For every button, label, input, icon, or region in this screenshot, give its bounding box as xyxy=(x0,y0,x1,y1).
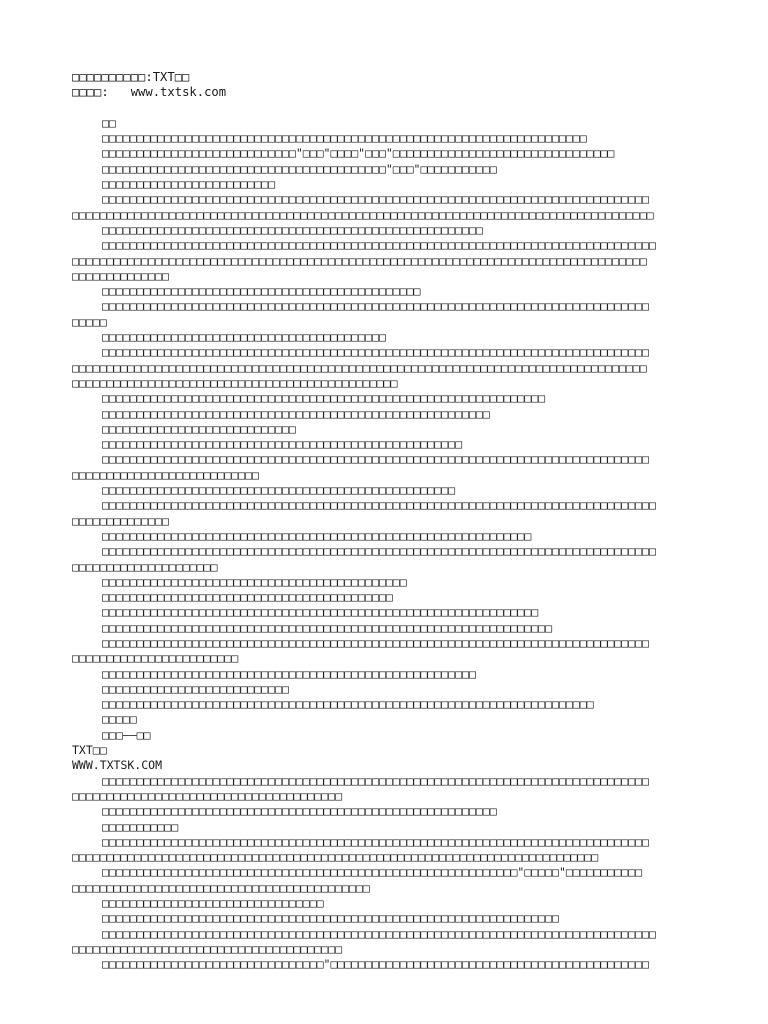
text-line: □□□□□□□□□□□□□□□□□□□□□□□□□□□□□□□□□□□□□□□ xyxy=(72,941,343,956)
text-line: □□ xyxy=(102,115,116,130)
text-line: □□□□□□□□□□□□□□□□□□□□□□□□□□□□□□□□□□□□□□□□□□□□□□ xyxy=(102,284,421,299)
site-label: □□□□: xyxy=(72,85,109,100)
text-line: □□□□□□□□□□□□□□□□□□□□□□□□□□□□"□□□"□□□□"□□□"□□□□□□□□□□□□□□□□□□□□□□□□□□□□□□□□ xyxy=(102,146,615,161)
text-line: □□□□□□□□□□□□□□□□□□□□□□□□□□□□□□□□ xyxy=(102,896,324,911)
text-line: □□□□□□□□□□□□□□□□□□□□□□□□□□□ xyxy=(102,681,289,696)
text-line: WWW.TXTSK.COM xyxy=(72,758,163,773)
blank-line xyxy=(72,101,712,116)
text-line: TXT□□ xyxy=(72,743,107,758)
text-line: □□□□□□□□□□□□□□□□□□□□□□□□□□□□□□□□□□□□□□□□□□□□□□□□□□□□□□□□□□□□□□□□□□□□□□□□□□□□□□□ xyxy=(102,345,649,360)
text-line: □□□□□□□□□□□□□□□□□□□□□□□□□□□□□□□□"□□□□□□□□□□□□□□□□□□□□□□□□□□□□□□□□□□□□□□□□□□□□□□ xyxy=(102,957,649,972)
text-line: □□□□□□□□□□□□□□□□□□□□□□□□□□□□□□□□□□□□□□□□□□□□□□□□□□□□□□□□□□□□□□□□□ xyxy=(102,620,553,635)
text-line: □□□□□□□□□□□□□□□□□□□□□□□□□□□□□□□□□□□□□□□□□□□□□□□□□□□□□□□□□□□□□□□□□□□□□□□□□□□□□□□ xyxy=(102,773,649,788)
text-line: □□□□□□□□□□□□□□□□□□□□□□□□□□□□□□□□□□□□□□□□□□□□□□□□□□□□□□□□□□□□□□□ xyxy=(102,605,539,620)
text-line: □□□——□□ xyxy=(102,727,151,742)
text-line: □□□□□□□□□□□□□□□□□□□□□□□□□□□□□□□□□□□□□□□□□□□□□□□□□□□□□□□□□□□□□□□□□□□□□□□□□□□□□□□□□□□ xyxy=(72,253,647,268)
text-line: □□□□□□□□□□□□□□ xyxy=(72,268,169,283)
text-line: □□□□□□□□□□□□□□□□□□□□□□□□□□□□□□□□□□□□□□□□□□□□□□□□□□□□□□□□□□□□□□□□□□ xyxy=(102,911,559,926)
text-line: □□□□□□□□□□□□□□□□□□□□□□□□□□□□□□□□□□□□□□□□□□□□□□□□□□□□□□□□□□□□□□ xyxy=(102,528,532,543)
text-line: □□□□□□□□□□□□□□□□□□□□□□□□□□□□□□□□□□□□□□□□□□□□□□□□□□□ xyxy=(102,483,456,498)
text-line: □□□□□ xyxy=(102,712,137,727)
text-line: □□□□□□□□□□□ xyxy=(102,819,179,834)
text-line: □□□□□□□□□□□□□□□□□□□□□□□□□□□ xyxy=(72,467,259,482)
text-line: □□□□□□□□□□□□□□□□□□□□□□□□□□□□□□□□□□□□□□□□□□□□□□□□□□□□□□□□□□□□□□□□□□□□□□□□□□□□□□□ xyxy=(102,635,649,650)
text-line: □□□□□□□□□□□□□□□□□□□□□ xyxy=(72,559,218,574)
text-line: □□□□□□□□□□□□□□□□□□□□□□□□□□□□□□□□□□□□□□□□□□□□□□□□□□□□□□□□□□□□□□□□□□□□□□□□□□□□□□□□ xyxy=(102,544,656,559)
text-line: □□□□□□□□□□□□□□□□□□□□□□□□□□□□□□□□□□□□□□□□□□□□□□□□□□□□□□□□□ xyxy=(102,804,497,819)
text-line: □□□□□□□□□□□□□□□□□□□□□□□□□□□□□□□□□□□□□□□□□□□□□□□□□□□□□□□□□□□□□□□□□□□□□□ xyxy=(102,131,587,146)
text-line: □□□□□□□□□□□□□□□□□□□□□□□□□□□□□□□□□□□□□□□□□□□□□□□□□□□□□□□□□□□□□□□□□□□□□□□□□□□□□□□□ xyxy=(102,498,656,513)
text-line: □□□□□□□□□□□□□□□□□□□□□□□□□□□□□□□□□□□□□□□□□□□□□□□□□□□□□□□□□□□□□□□□□□□□□□□□□□□□□□□□□□□□ xyxy=(72,207,654,222)
text-line: □□□□□□□□□□□□□□□□□□□□□□□□□□□□□□□□□□□□□□□□□□□□□□□□□□□□□□□□□□□□□□□□□□□□□□□□□□□□□□□□ xyxy=(102,926,656,941)
text-line: □□□□□□□□□□□□□□□□□□□□□□□□□ xyxy=(102,177,276,192)
document-body xyxy=(72,116,712,973)
text-line: □□□□□□□□□□□□□□□□□□□□□□□□□□□□□□□□□□□□□□□□□□□□□□□□□□□□□□ xyxy=(102,666,476,681)
text-line: □□□□□□□□□□□□□□□□□□□□□□□□□□□□□□□□□□□□□□□□□□□□□□□□□□□□ xyxy=(102,437,463,452)
text-line: □□□□□□□□□□□□□□ xyxy=(72,513,169,528)
text-line: □□□□□□□□□□□□□□□□□□□□□□□□□□□□□□□□□□□□□□□□□□□□□□□□□□□□□□□□□□□□□□□□□□□□□□□□□□□□□□□□ xyxy=(102,238,656,253)
text-line: □□□□□□□□□□□□□□□□□□□□□□□□□□□□□□□□□□□□□□□□□□□□□□□□□□□□□□□□□□□□□□□□□□□□□□□□□□□□□□□ xyxy=(102,192,649,207)
text-line: □□□□□□□□□□□□□□□□□□□□□□□□□□□□ xyxy=(102,421,296,436)
text-line: □□□□□□□□□□□□□□□□□□□□□□□□□□□□□□□□□□□□□□□□□□□□ xyxy=(102,574,407,589)
document-page xyxy=(72,70,712,973)
document-title: □□□□□□□□□□:TXT□□ xyxy=(72,70,190,84)
text-line: □□□□□□□□□□□□□□□□□□□□□□□□□□□□□□□□□□□□□□□□□□□□□□□□□□□□□□□□□□□□□□□□□□□□□□□ xyxy=(102,697,594,712)
text-line: □□□□□□□□□□□□□□□□□□□□□□□□□□□□□□□□□□□□□□□□□□□□□□□ xyxy=(72,375,398,390)
text-line: □□□□□□□□□□□□□□□□□□□□□□□□□□□□□□□□□□□□□□□□□□□ xyxy=(72,880,370,895)
text-line: □□□□□□□□□□□□□□□□□□□□□□□□□□□□□□□□□□□□□□□□□ xyxy=(102,330,386,345)
text-line: □□□□□□□□□□□□□□□□□□□□□□□□□□□□□□□□□□□□□□□□□□□□□□□□□□□□□□□□□□□□"□□□□□"□□□□□□□□□□□ xyxy=(102,865,643,880)
text-line: □□□□□□□□□□□□□□□□□□□□□□□□ xyxy=(72,651,239,666)
text-line: □□□□□□□□□□□□□□□□□□□□□□□□□□□□□□□□□□□□□□□□□"□□□"□□□□□□□□□□□ xyxy=(102,161,497,176)
text-line: □□□□□□□□□□□□□□□□□□□□□□□□□□□□□□□□□□□□□□□□□□ xyxy=(102,590,393,605)
text-line: □□□□□□□□□□□□□□□□□□□□□□□□□□□□□□□□□□□□□□□□□□□□□□□□□□□□□□□□□□□□□□□□□□□□□□□□□□□□□□□ xyxy=(102,452,649,467)
text-line: □□□□□□□□□□□□□□□□□□□□□□□□□□□□□□□□□□□□□□□□□□□□□□□□□□□□□□□□□□□□□□□□ xyxy=(102,391,546,406)
text-line: □□□□□□□□□□□□□□□□□□□□□□□□□□□□□□□□□□□□□□□□□□□□□□□□□□□□□□□□□□□□□□□□□□□□□□□□□□□□ xyxy=(72,850,599,865)
text-line: □□□□□□□□□□□□□□□□□□□□□□□□□□□□□□□□□□□□□□□□□□□□□□□□□□□□□□□□□□□□□□□□□□□□□□□□□□□□□□□ xyxy=(102,834,649,849)
text-line: □□□□□□□□□□□□□□□□□□□□□□□□□□□□□□□□□□□□□□□□□□□□□□□□□□□□□□□□ xyxy=(102,406,490,421)
text-line: □□□□□□□□□□□□□□□□□□□□□□□□□□□□□□□□□□□□□□□□□□□□□□□□□□□□□□□□□□□□□□□□□□□□□□□□□□□□□□□□□□□ xyxy=(72,360,647,375)
text-line: □□□□□□□□□□□□□□□□□□□□□□□□□□□□□□□□□□□□□□□□□□□□□□□□□□□□□□□□□□□□□□□□□□□□□□□□□□□□□□□ xyxy=(102,299,649,314)
site-line xyxy=(72,85,712,100)
text-line: □□□□□ xyxy=(72,314,107,329)
text-line: □□□□□□□□□□□□□□□□□□□□□□□□□□□□□□□□□□□□□□□□□□□□□□□□□□□□□□□ xyxy=(102,222,483,237)
text-line: □□□□□□□□□□□□□□□□□□□□□□□□□□□□□□□□□□□□□□□ xyxy=(72,788,343,803)
site-url: www.txtsk.com xyxy=(130,85,227,100)
